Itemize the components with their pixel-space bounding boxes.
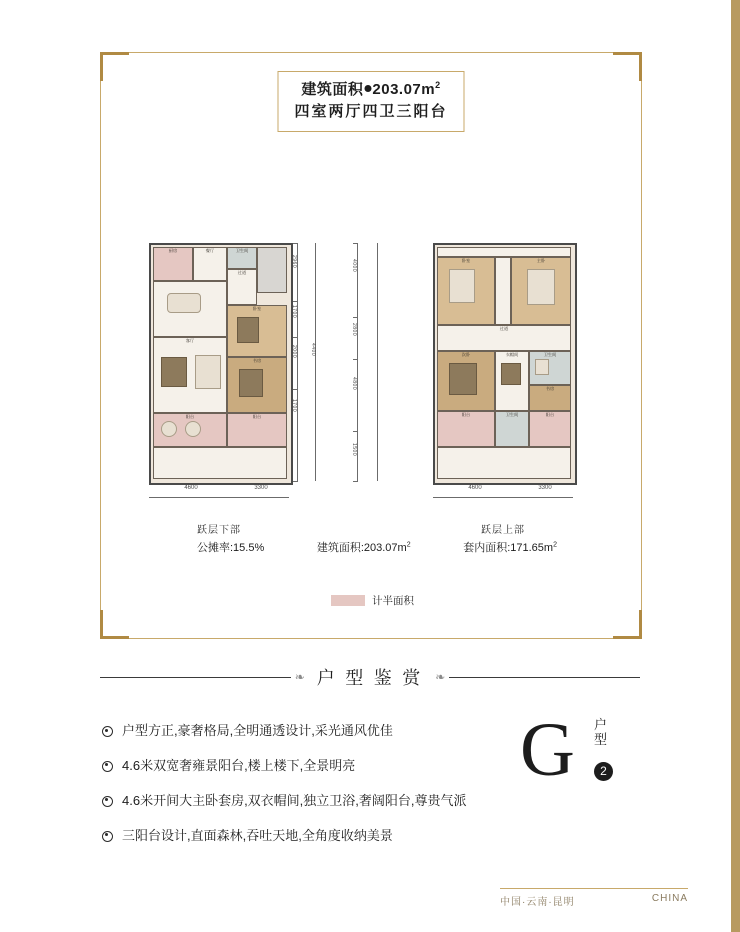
frame-corner-bottom-left — [100, 610, 129, 639]
legend-label-half-area: 计半面积 — [372, 595, 414, 607]
frame-corner-top-right — [613, 52, 642, 81]
stat-build-area: 建筑面积$:203.07m^2$ — [316, 541, 411, 554]
bullet-icon — [102, 831, 113, 842]
lower-plan-caption: 跃层下部 — [197, 525, 241, 536]
section-divider — [100, 660, 640, 694]
title-badge — [277, 71, 464, 132]
feature-text: 三阳台设计,直面森林,吞吐天地,全角度收纳美景 — [122, 827, 393, 843]
frame-corner-bottom-right — [613, 610, 642, 639]
feature-text: 4.6米开间大主卧套房,双衣帽间,独立卫浴,奢阔阳台,尊贵气派 — [122, 792, 467, 808]
feature-text: 户型方正,豪奢格局,全明通透设计,采光通风优佳 — [122, 723, 393, 738]
decorative-frame — [100, 52, 642, 639]
lower-dim-total-4400: 4400 — [310, 343, 316, 357]
lower-width-4600: 4600 — [184, 485, 198, 491]
footer-rule — [500, 888, 688, 889]
frame-corner-top-left — [100, 52, 129, 81]
logo-type-char-1: 户 — [594, 717, 609, 732]
badge-area-text: 建筑面积 $203.07m^2$ — [301, 80, 441, 98]
area-marker-icon — [364, 85, 371, 92]
logo-number-badge: 2 — [594, 762, 613, 781]
footer — [500, 893, 688, 908]
floor-plans-area — [101, 193, 641, 553]
badge-area-line — [294, 79, 447, 101]
features-list — [102, 722, 492, 861]
section-title: 户 型 鉴 赏 — [316, 668, 424, 688]
logo-type-char-2: 型 — [594, 731, 609, 747]
right-accent-bar — [731, 0, 740, 932]
upper-width-3300: 3300 — [538, 485, 552, 491]
upper-dim-4800: 4800 — [351, 377, 357, 391]
legend-swatch-half-area — [331, 595, 365, 606]
lower-dim-1700: 1700 — [291, 305, 297, 319]
lower-dim-2960: 2960 — [291, 255, 297, 269]
divider-ornament-left: ❧ — [294, 670, 305, 684]
bullet-icon — [102, 761, 113, 772]
logo-type-label — [594, 718, 608, 748]
upper-dim-2800: 2800 — [351, 323, 357, 337]
lower-width-3300: 3300 — [254, 485, 268, 491]
lower-dim-2000: 2000 — [291, 345, 297, 359]
list-item — [102, 827, 492, 846]
upper-dim-1500: 1500 — [351, 443, 357, 457]
list-item — [102, 757, 492, 776]
divider-line-left — [100, 677, 291, 678]
upper-plan-caption: 跃层上部 — [481, 525, 525, 536]
footer-location-cn: 中国·云南·昆明 — [500, 897, 575, 908]
divider-line-right — [449, 677, 640, 678]
floor-plan-upper: 卧室 主卧 过道 次卧 衣帽间 卫生间 书房 阳台 卫生间 阳台 — [433, 243, 577, 485]
lower-dim-1700b: 1700 — [291, 399, 297, 413]
list-item — [102, 792, 492, 811]
footer-location-en: CHINA — [651, 893, 688, 904]
stats-row — [197, 539, 557, 555]
logo-letter: G — [520, 708, 575, 792]
stat-inner-area: 套内面积$:171.65m^2$ — [463, 541, 557, 554]
unit-type-logo — [520, 708, 650, 802]
stat-public-ratio: 公摊率:15.5% — [197, 542, 265, 554]
bullet-icon — [102, 796, 113, 807]
legend — [331, 593, 414, 608]
badge-layout-line: 四室两厅四卫三阳台 — [294, 102, 448, 120]
bullet-icon — [102, 726, 113, 737]
list-item — [102, 722, 492, 741]
feature-text: 4.6米双宽奢雍景阳台,楼上楼下,全景明亮 — [122, 757, 356, 773]
upper-width-4600: 4600 — [468, 485, 482, 491]
divider-ornament-right: ❧ — [435, 670, 446, 684]
upper-dim-4000: 4000 — [351, 259, 357, 273]
floor-plan-lower: 厨房 餐厅 卫生间 过道 卧室 客厅 书房 阳台 阳台 — [149, 243, 293, 485]
